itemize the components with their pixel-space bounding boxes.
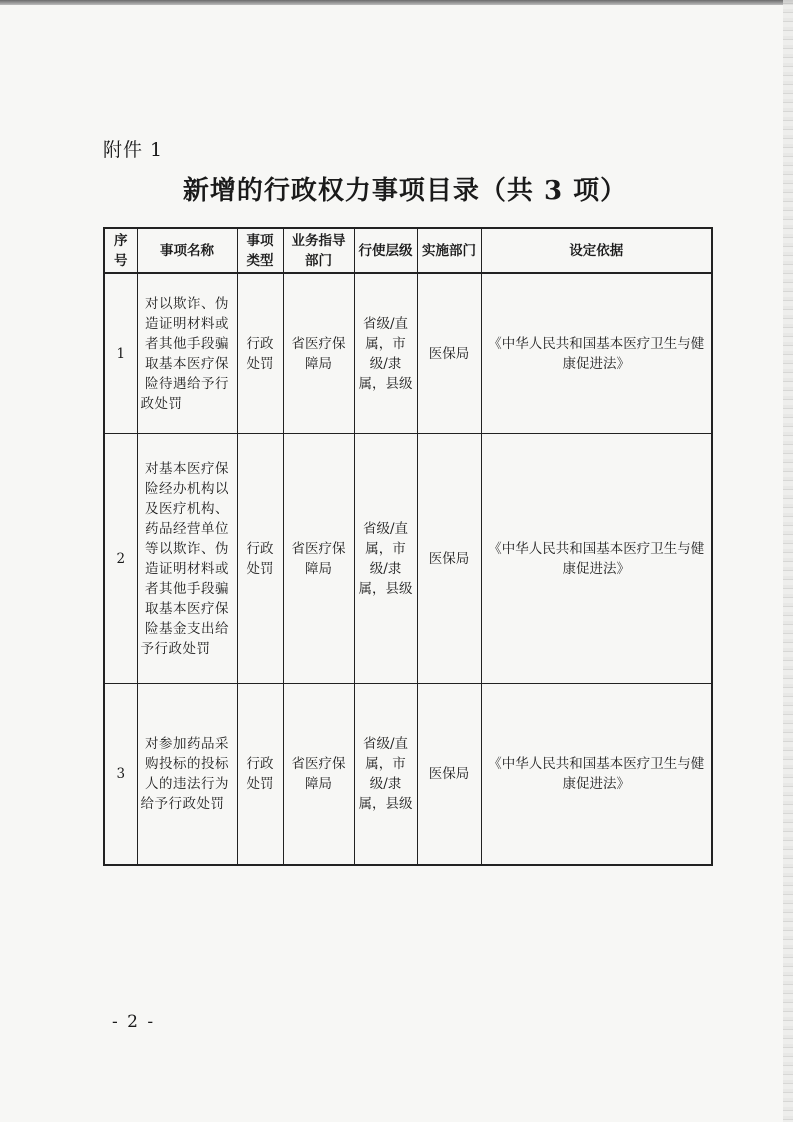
cell-type: 行政处罚	[237, 434, 283, 684]
cell-name: 对基本医疗保险经办机构以及医疗机构、药品经营单位等以欺诈、伪造证明材料或者其他手段骗取基本医疗保险基金支出给予行政处罚	[137, 434, 237, 684]
cell-guidance-dept: 省医疗保障局	[283, 684, 354, 866]
cell-name: 对参加药品采购投标的投标人的违法行为给予行政处罚	[137, 684, 237, 866]
header-level: 行使层级	[354, 228, 417, 273]
cell-guidance-dept: 省医疗保障局	[283, 273, 354, 434]
cell-basis: 《中华人民共和国基本医疗卫生与健康促进法》	[481, 684, 712, 866]
header-guidance-dept: 业务指导部门	[283, 228, 354, 273]
scan-edge-top	[0, 0, 793, 5]
table-header-row	[104, 228, 712, 273]
cell-basis: 《中华人民共和国基本医疗卫生与健康促进法》	[481, 273, 712, 434]
cell-no: 3	[104, 684, 137, 866]
scan-edge-right	[783, 0, 793, 1122]
attachment-label: 附件 1	[103, 139, 164, 161]
cell-basis: 《中华人民共和国基本医疗卫生与健康促进法》	[481, 434, 712, 684]
table-row	[104, 273, 712, 434]
power-items-table	[103, 227, 713, 866]
cell-level: 省级/直属，市级/隶属，县级	[354, 434, 417, 684]
table-row	[104, 684, 712, 866]
cell-no: 1	[104, 273, 137, 434]
document-title: 新增的行政权力事项目录（共 3 项）	[182, 176, 628, 206]
cell-impl-dept: 医保局	[417, 684, 481, 866]
cell-name: 对以欺诈、伪造证明材料或者其他手段骗取基本医疗保险待遇给予行政处罚	[137, 273, 237, 434]
cell-impl-dept: 医保局	[417, 273, 481, 434]
header-type: 事项类型	[237, 228, 283, 273]
cell-no: 2	[104, 434, 137, 684]
header-basis: 设定依据	[481, 228, 712, 273]
cell-type: 行政处罚	[237, 684, 283, 866]
cell-type: 行政处罚	[237, 273, 283, 434]
header-name: 事项名称	[137, 228, 237, 273]
header-impl-dept: 实施部门	[417, 228, 481, 273]
cell-level: 省级/直属，市级/隶属，县级	[354, 273, 417, 434]
cell-impl-dept: 医保局	[417, 434, 481, 684]
cell-guidance-dept: 省医疗保障局	[283, 434, 354, 684]
table-row	[104, 434, 712, 684]
cell-level: 省级/直属，市级/隶属，县级	[354, 684, 417, 866]
page-number: - 2 -	[112, 1012, 156, 1032]
header-no: 序号	[104, 228, 137, 273]
